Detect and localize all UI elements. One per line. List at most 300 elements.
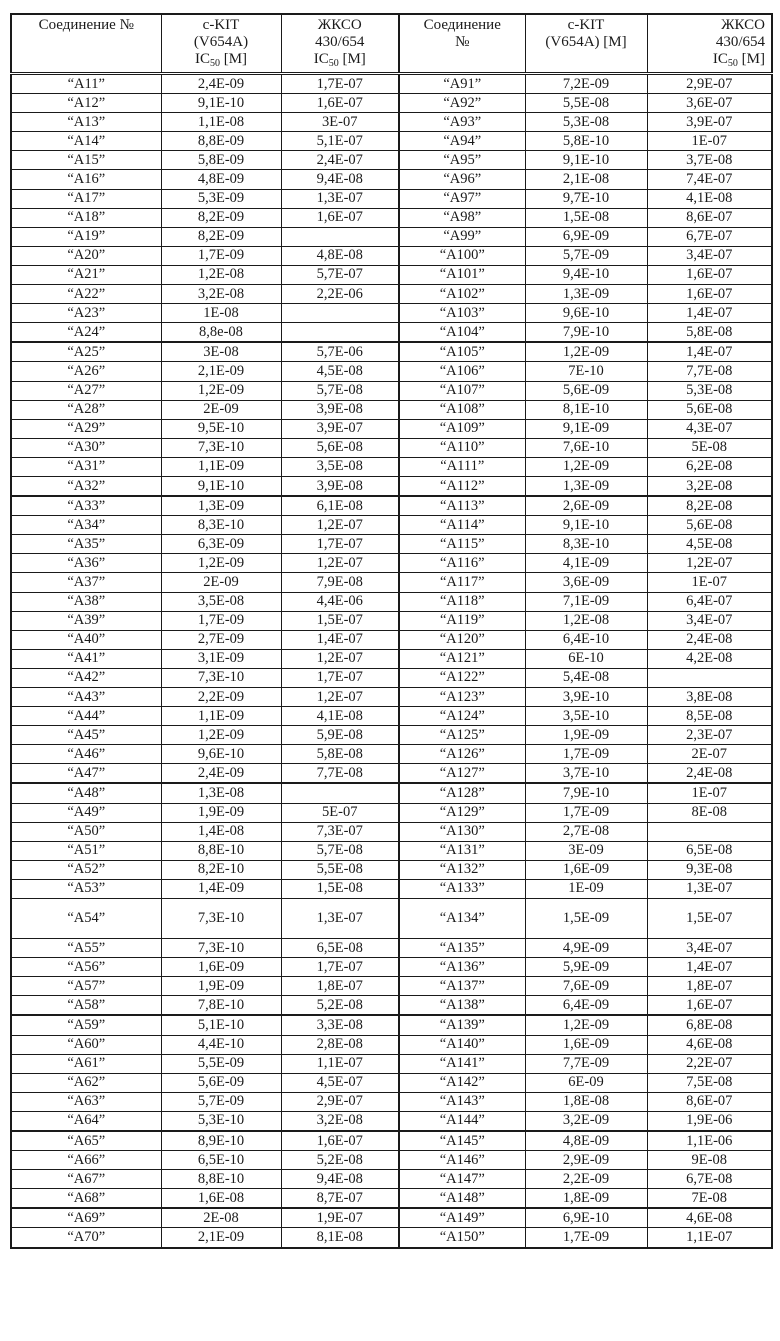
left-gkso-ic50-cell: 7,7E-08: [281, 764, 399, 784]
right-compound-id-cell: “A112”: [399, 476, 525, 496]
table-row: [11, 554, 772, 573]
left-ckit-ic50-cell: 7,8E-10: [161, 996, 281, 1016]
right-ckit-ic50-cell: 5,8E-10: [525, 132, 647, 151]
right-ckit-ic50-cell: 3,9E-10: [525, 688, 647, 707]
left-ckit-ic50-cell: 2E-09: [161, 573, 281, 592]
right-gkso-ic50-cell: 1E-07: [647, 783, 772, 803]
right-gkso-ic50-cell: 1,4E-07: [647, 342, 772, 362]
right-gkso-ic50-cell: 1,4E-07: [647, 304, 772, 323]
left-compound-id-cell: “A28”: [11, 400, 161, 419]
left-gkso-ic50-cell: 9,4E-08: [281, 170, 399, 189]
right-ckit-ic50-cell: 1,7E-09: [525, 1228, 647, 1248]
left-ckit-ic50-cell: 1,1E-09: [161, 457, 281, 476]
right-ckit-ic50-cell: 1,3E-09: [525, 476, 647, 496]
ic50-data-table: [10, 13, 773, 1249]
left-gkso-ic50-cell: 8,7E-07: [281, 1189, 399, 1209]
right-gkso-ic50-cell: 5,8E-08: [647, 323, 772, 343]
left-compound-id-cell: “A19”: [11, 227, 161, 246]
right-compound-id-cell: “A133”: [399, 879, 525, 898]
right-ckit-ic50-cell: 2,1E-08: [525, 170, 647, 189]
table-row: [11, 1015, 772, 1035]
right-compound-id-cell: “A92”: [399, 94, 525, 113]
right-gkso-ic50-cell: 8,2E-08: [647, 496, 772, 516]
right-gkso-ic50-cell: 1E-07: [647, 132, 772, 151]
right-gkso-ic50-cell: 5,6E-08: [647, 516, 772, 535]
left-gkso-ic50-cell: 5,7E-08: [281, 841, 399, 860]
left-ckit-ic50-cell: 9,6E-10: [161, 745, 281, 764]
left-compound-id-cell: “A27”: [11, 381, 161, 400]
right-gkso-ic50-cell: 3,6E-07: [647, 94, 772, 113]
table-row: [11, 1054, 772, 1073]
left-compound-id-cell: “A46”: [11, 745, 161, 764]
left-compound-id-cell: “A15”: [11, 151, 161, 170]
left-ckit-ic50-cell: 8,8e-08: [161, 323, 281, 343]
right-ckit-ic50-cell: 9,4E-10: [525, 265, 647, 284]
right-compound-id-cell: “A97”: [399, 189, 525, 208]
right-gkso-ic50-cell: 6,2E-08: [647, 457, 772, 476]
right-ckit-ic50-cell: 8,3E-10: [525, 535, 647, 554]
right-ckit-ic50-cell: 1,6E-09: [525, 860, 647, 879]
right-compound-id-cell: “A108”: [399, 400, 525, 419]
right-gkso-ic50-cell: 2E-07: [647, 745, 772, 764]
table-row: [11, 151, 772, 170]
left-gkso-ic50-cell: 5,7E-06: [281, 342, 399, 362]
right-ckit-ic50-cell: 2,9E-09: [525, 1151, 647, 1170]
left-ckit-ic50-cell: 5,3E-10: [161, 1111, 281, 1131]
right-ckit-ic50-cell: 7,6E-10: [525, 438, 647, 457]
table-row: [11, 764, 772, 784]
right-compound-id-cell: “A147”: [399, 1170, 525, 1189]
left-compound-id-cell: “A36”: [11, 554, 161, 573]
left-gkso-ic50-cell: 2,9E-07: [281, 1092, 399, 1111]
left-compound-id-cell: “A64”: [11, 1111, 161, 1131]
right-gkso-ic50-cell: 3,4E-07: [647, 939, 772, 958]
table-row: [11, 592, 772, 611]
right-compound-id-cell: “A106”: [399, 362, 525, 381]
left-ckit-ic50-cell: 8,2E-09: [161, 208, 281, 227]
left-gkso-ic50-cell: 1,1E-07: [281, 1054, 399, 1073]
right-gkso-ic50-cell: 8,5E-08: [647, 707, 772, 726]
table-row: [11, 803, 772, 822]
right-ckit-ic50-cell: 6E-10: [525, 649, 647, 668]
table-row: [11, 516, 772, 535]
right-ckit-ic50-cell: 9,6E-10: [525, 304, 647, 323]
left-ckit-ic50-cell: 9,1E-10: [161, 94, 281, 113]
table-row: [11, 323, 772, 343]
right-ckit-ic50-cell: 2,2E-09: [525, 1170, 647, 1189]
right-ckit-ic50-cell: 1,2E-08: [525, 611, 647, 630]
left-ckit-ic50-cell: 9,5E-10: [161, 419, 281, 438]
right-compound-id-cell: “A138”: [399, 996, 525, 1016]
left-compound-id-cell: “A17”: [11, 189, 161, 208]
left-ckit-ic50-cell: 1E-08: [161, 304, 281, 323]
left-gkso-ic50-cell: 5,7E-08: [281, 381, 399, 400]
table-row: [11, 573, 772, 592]
table-row: [11, 170, 772, 189]
right-compound-id-cell: “A116”: [399, 554, 525, 573]
left-gkso-ic50-cell: 1,7E-07: [281, 958, 399, 977]
right-compound-id-cell: “A145”: [399, 1131, 525, 1151]
right-ckit-ic50-cell: 9,1E-10: [525, 516, 647, 535]
right-ckit-ic50-cell: 1,6E-09: [525, 1035, 647, 1054]
left-gkso-ic50-cell: 9,4E-08: [281, 1170, 399, 1189]
left-ckit-ic50-cell: 1,2E-09: [161, 726, 281, 745]
right-ckit-ic50-cell: 3,2E-09: [525, 1111, 647, 1131]
right-compound-id-cell: “A128”: [399, 783, 525, 803]
table-row: [11, 879, 772, 898]
right-ckit-ic50-cell: 7,6E-09: [525, 977, 647, 996]
left-ckit-ic50-cell: 4,4E-10: [161, 1035, 281, 1054]
left-compound-id-cell: “A63”: [11, 1092, 161, 1111]
table-row: [11, 208, 772, 227]
left-gkso-ic50-cell: 5E-07: [281, 803, 399, 822]
left-gkso-ic50-cell: 5,5E-08: [281, 860, 399, 879]
right-ckit-ic50-cell: 1,8E-09: [525, 1189, 647, 1209]
left-gkso-ic50-cell: 3,3E-08: [281, 1015, 399, 1035]
table-row: [11, 688, 772, 707]
right-compound-id-cell: “A107”: [399, 381, 525, 400]
right-ckit-ic50-cell: 6E-09: [525, 1073, 647, 1092]
right-ckit-ic50-cell: 6,4E-10: [525, 630, 647, 649]
header-row: [11, 14, 772, 74]
left-gkso-ic50-cell: 4,5E-08: [281, 362, 399, 381]
right-compound-id-cell: “A124”: [399, 707, 525, 726]
right-gkso-ic50-cell: 3,4E-07: [647, 611, 772, 630]
left-gkso-ic50-cell: 1,6E-07: [281, 94, 399, 113]
left-gkso-ic50-cell: 1,2E-07: [281, 516, 399, 535]
left-compound-id-cell: “A40”: [11, 630, 161, 649]
right-compound-id-cell: “A103”: [399, 304, 525, 323]
right-compound-id-cell: “A144”: [399, 1111, 525, 1131]
left-gkso-ic50-cell: [281, 304, 399, 323]
right-gkso-ic50-cell: 1,3E-07: [647, 879, 772, 898]
left-ckit-ic50-cell: 2E-09: [161, 400, 281, 419]
left-ckit-ic50-cell: 1,6E-09: [161, 958, 281, 977]
table-row: [11, 227, 772, 246]
left-gkso-ic50-cell: 2,4E-07: [281, 151, 399, 170]
right-ckit-ic50-cell: 7,9E-10: [525, 323, 647, 343]
left-compound-id-cell: “A39”: [11, 611, 161, 630]
table-row: [11, 1170, 772, 1189]
left-compound-id-cell: “A47”: [11, 764, 161, 784]
left-ckit-ic50-cell: 6,3E-09: [161, 535, 281, 554]
left-compound-id-cell: “A53”: [11, 879, 161, 898]
right-compound-id-cell: “A149”: [399, 1208, 525, 1228]
header-compound-right: Соединение №: [399, 14, 525, 74]
left-compound-id-cell: “A54”: [11, 899, 161, 939]
right-compound-id-cell: “A134”: [399, 899, 525, 939]
left-ckit-ic50-cell: 1,6E-08: [161, 1189, 281, 1209]
right-ckit-ic50-cell: 1,7E-09: [525, 803, 647, 822]
left-compound-id-cell: “A31”: [11, 457, 161, 476]
left-compound-id-cell: “A48”: [11, 783, 161, 803]
right-compound-id-cell: “A122”: [399, 668, 525, 687]
table-row: [11, 1073, 772, 1092]
right-compound-id-cell: “A119”: [399, 611, 525, 630]
right-gkso-ic50-cell: 2,9E-07: [647, 74, 772, 94]
left-ckit-ic50-cell: 1,2E-09: [161, 381, 281, 400]
right-ckit-ic50-cell: 4,8E-09: [525, 1131, 647, 1151]
right-gkso-ic50-cell: [647, 668, 772, 687]
left-gkso-ic50-cell: 2,8E-08: [281, 1035, 399, 1054]
left-gkso-ic50-cell: 3,9E-08: [281, 400, 399, 419]
left-gkso-ic50-cell: 2,2E-06: [281, 285, 399, 304]
left-gkso-ic50-cell: 3,9E-07: [281, 419, 399, 438]
left-gkso-ic50-cell: 6,5E-08: [281, 939, 399, 958]
left-compound-id-cell: “A25”: [11, 342, 161, 362]
left-ckit-ic50-cell: 1,9E-09: [161, 977, 281, 996]
right-gkso-ic50-cell: 5E-08: [647, 438, 772, 457]
left-compound-id-cell: “A70”: [11, 1228, 161, 1248]
left-gkso-ic50-cell: 1,2E-07: [281, 688, 399, 707]
right-ckit-ic50-cell: 1,3E-09: [525, 285, 647, 304]
right-gkso-ic50-cell: 6,7E-07: [647, 227, 772, 246]
table-row: [11, 381, 772, 400]
left-compound-id-cell: “A45”: [11, 726, 161, 745]
right-gkso-ic50-cell: 3,8E-08: [647, 688, 772, 707]
left-compound-id-cell: “A65”: [11, 1131, 161, 1151]
right-compound-id-cell: “A143”: [399, 1092, 525, 1111]
right-ckit-ic50-cell: 2,7E-08: [525, 822, 647, 841]
left-compound-id-cell: “A11”: [11, 74, 161, 94]
right-gkso-ic50-cell: 8E-08: [647, 803, 772, 822]
right-gkso-ic50-cell: 8,6E-07: [647, 1092, 772, 1111]
right-ckit-ic50-cell: 8,1E-10: [525, 400, 647, 419]
table-row: [11, 707, 772, 726]
table-row: [11, 476, 772, 496]
right-gkso-ic50-cell: 7,5E-08: [647, 1073, 772, 1092]
left-gkso-ic50-cell: 8,1E-08: [281, 1228, 399, 1248]
right-compound-id-cell: “A121”: [399, 649, 525, 668]
right-gkso-ic50-cell: 1,2E-07: [647, 554, 772, 573]
left-compound-id-cell: “A50”: [11, 822, 161, 841]
left-gkso-ic50-cell: 6,1E-08: [281, 496, 399, 516]
left-gkso-ic50-cell: 5,6E-08: [281, 438, 399, 457]
right-gkso-ic50-cell: 8,6E-07: [647, 208, 772, 227]
table-row: [11, 1111, 772, 1131]
left-compound-id-cell: “A69”: [11, 1208, 161, 1228]
right-ckit-ic50-cell: 3,5E-10: [525, 707, 647, 726]
left-ckit-ic50-cell: 5,8E-09: [161, 151, 281, 170]
right-ckit-ic50-cell: 7E-10: [525, 362, 647, 381]
right-gkso-ic50-cell: 4,6E-08: [647, 1208, 772, 1228]
left-gkso-ic50-cell: 4,5E-07: [281, 1073, 399, 1092]
left-ckit-ic50-cell: 5,1E-10: [161, 1015, 281, 1035]
right-compound-id-cell: “A131”: [399, 841, 525, 860]
left-ckit-ic50-cell: 8,9E-10: [161, 1131, 281, 1151]
right-compound-id-cell: “A115”: [399, 535, 525, 554]
right-ckit-ic50-cell: 5,5E-08: [525, 94, 647, 113]
right-gkso-ic50-cell: 7,7E-08: [647, 362, 772, 381]
left-ckit-ic50-cell: 1,2E-08: [161, 265, 281, 284]
left-ckit-ic50-cell: 1,3E-08: [161, 783, 281, 803]
left-gkso-ic50-cell: 1,3E-07: [281, 189, 399, 208]
left-ckit-ic50-cell: 2,1E-09: [161, 362, 281, 381]
right-gkso-ic50-cell: 3,9E-07: [647, 113, 772, 132]
left-ckit-ic50-cell: 1,2E-09: [161, 554, 281, 573]
right-gkso-ic50-cell: 9,3E-08: [647, 860, 772, 879]
right-gkso-ic50-cell: 3,4E-07: [647, 246, 772, 265]
table-row: [11, 860, 772, 879]
left-ckit-ic50-cell: 1,4E-09: [161, 879, 281, 898]
table-row: [11, 899, 772, 939]
left-gkso-ic50-cell: 5,8E-08: [281, 745, 399, 764]
table-row: [11, 611, 772, 630]
right-ckit-ic50-cell: 1,9E-09: [525, 726, 647, 745]
header-gkso-right: ЖКСО 430/654 IC50 [M]: [647, 14, 772, 74]
left-ckit-ic50-cell: 2E-08: [161, 1208, 281, 1228]
left-gkso-ic50-cell: 3,2E-08: [281, 1111, 399, 1131]
right-ckit-ic50-cell: 7,7E-09: [525, 1054, 647, 1073]
left-ckit-ic50-cell: 8,8E-10: [161, 1170, 281, 1189]
left-ckit-ic50-cell: 1,7E-09: [161, 246, 281, 265]
right-gkso-ic50-cell: 6,4E-07: [647, 592, 772, 611]
right-compound-id-cell: “A132”: [399, 860, 525, 879]
left-ckit-ic50-cell: 2,4E-09: [161, 74, 281, 94]
right-compound-id-cell: “A93”: [399, 113, 525, 132]
right-gkso-ic50-cell: 2,2E-07: [647, 1054, 772, 1073]
table-row: [11, 94, 772, 113]
right-compound-id-cell: “A146”: [399, 1151, 525, 1170]
right-ckit-ic50-cell: 1,8E-08: [525, 1092, 647, 1111]
left-ckit-ic50-cell: 2,2E-09: [161, 688, 281, 707]
left-gkso-ic50-cell: 1,5E-07: [281, 611, 399, 630]
right-compound-id-cell: “A127”: [399, 764, 525, 784]
right-ckit-ic50-cell: 1,2E-09: [525, 1015, 647, 1035]
left-gkso-ic50-cell: 4,1E-08: [281, 707, 399, 726]
left-compound-id-cell: “A23”: [11, 304, 161, 323]
right-compound-id-cell: “A96”: [399, 170, 525, 189]
left-gkso-ic50-cell: 5,2E-08: [281, 996, 399, 1016]
left-gkso-ic50-cell: 1,6E-07: [281, 208, 399, 227]
right-compound-id-cell: “A99”: [399, 227, 525, 246]
right-ckit-ic50-cell: 1,7E-09: [525, 745, 647, 764]
table-row: [11, 342, 772, 362]
right-ckit-ic50-cell: 1,2E-09: [525, 457, 647, 476]
table-row: [11, 400, 772, 419]
table-row: [11, 783, 772, 803]
right-gkso-ic50-cell: 4,6E-08: [647, 1035, 772, 1054]
table-row: [11, 668, 772, 687]
table-row: [11, 265, 772, 284]
left-compound-id-cell: “A51”: [11, 841, 161, 860]
right-compound-id-cell: “A118”: [399, 592, 525, 611]
right-compound-id-cell: “A102”: [399, 285, 525, 304]
right-gkso-ic50-cell: 4,1E-08: [647, 189, 772, 208]
left-compound-id-cell: “A68”: [11, 1189, 161, 1209]
left-ckit-ic50-cell: 1,1E-08: [161, 113, 281, 132]
table-row: [11, 496, 772, 516]
right-compound-id-cell: “A101”: [399, 265, 525, 284]
left-compound-id-cell: “A20”: [11, 246, 161, 265]
left-gkso-ic50-cell: 1,7E-07: [281, 74, 399, 94]
right-compound-id-cell: “A141”: [399, 1054, 525, 1073]
left-compound-id-cell: “A58”: [11, 996, 161, 1016]
table-row: [11, 535, 772, 554]
right-compound-id-cell: “A150”: [399, 1228, 525, 1248]
left-gkso-ic50-cell: 1,4E-07: [281, 630, 399, 649]
left-compound-id-cell: “A41”: [11, 649, 161, 668]
left-compound-id-cell: “A35”: [11, 535, 161, 554]
right-ckit-ic50-cell: 3E-09: [525, 841, 647, 860]
right-compound-id-cell: “A114”: [399, 516, 525, 535]
left-compound-id-cell: “A33”: [11, 496, 161, 516]
left-compound-id-cell: “A66”: [11, 1151, 161, 1170]
right-ckit-ic50-cell: 5,7E-09: [525, 246, 647, 265]
right-compound-id-cell: “A142”: [399, 1073, 525, 1092]
table-row: [11, 1208, 772, 1228]
right-ckit-ic50-cell: 5,4E-08: [525, 668, 647, 687]
left-compound-id-cell: “A22”: [11, 285, 161, 304]
left-ckit-ic50-cell: 7,3E-10: [161, 668, 281, 687]
right-ckit-ic50-cell: 9,1E-09: [525, 419, 647, 438]
table-row: [11, 977, 772, 996]
right-compound-id-cell: “A125”: [399, 726, 525, 745]
right-gkso-ic50-cell: 7,4E-07: [647, 170, 772, 189]
table-row: [11, 113, 772, 132]
right-gkso-ic50-cell: 5,3E-08: [647, 381, 772, 400]
left-compound-id-cell: “A16”: [11, 170, 161, 189]
left-ckit-ic50-cell: 5,7E-09: [161, 1092, 281, 1111]
left-compound-id-cell: “A12”: [11, 94, 161, 113]
left-gkso-ic50-cell: 1,2E-07: [281, 554, 399, 573]
left-ckit-ic50-cell: 8,8E-09: [161, 132, 281, 151]
left-compound-id-cell: “A67”: [11, 1170, 161, 1189]
table-row: [11, 996, 772, 1016]
right-compound-id-cell: “A130”: [399, 822, 525, 841]
left-compound-id-cell: “A55”: [11, 939, 161, 958]
right-gkso-ic50-cell: 9E-08: [647, 1151, 772, 1170]
right-gkso-ic50-cell: 1,4E-07: [647, 958, 772, 977]
left-ckit-ic50-cell: 6,5E-10: [161, 1151, 281, 1170]
left-ckit-ic50-cell: 2,1E-09: [161, 1228, 281, 1248]
right-gkso-ic50-cell: 1,5E-07: [647, 899, 772, 939]
table-row: [11, 726, 772, 745]
right-ckit-ic50-cell: 2,6E-09: [525, 496, 647, 516]
right-gkso-ic50-cell: [647, 822, 772, 841]
left-gkso-ic50-cell: [281, 227, 399, 246]
right-compound-id-cell: “A94”: [399, 132, 525, 151]
right-ckit-ic50-cell: 1,5E-09: [525, 899, 647, 939]
right-compound-id-cell: “A100”: [399, 246, 525, 265]
table-row: [11, 1035, 772, 1054]
left-compound-id-cell: “A29”: [11, 419, 161, 438]
header-ckit-right: c-KIT (V654A) [M]: [525, 14, 647, 74]
table-row: [11, 132, 772, 151]
left-compound-id-cell: “A18”: [11, 208, 161, 227]
right-ckit-ic50-cell: 6,9E-09: [525, 227, 647, 246]
right-gkso-ic50-cell: 2,4E-08: [647, 764, 772, 784]
right-compound-id-cell: “A135”: [399, 939, 525, 958]
left-gkso-ic50-cell: 3E-07: [281, 113, 399, 132]
table-row: [11, 189, 772, 208]
left-compound-id-cell: “A57”: [11, 977, 161, 996]
right-gkso-ic50-cell: 3,2E-08: [647, 476, 772, 496]
header-gkso-left: ЖКСО 430/654 IC50 [M]: [281, 14, 399, 74]
table-row: [11, 1228, 772, 1248]
right-ckit-ic50-cell: 4,9E-09: [525, 939, 647, 958]
right-ckit-ic50-cell: 7,9E-10: [525, 783, 647, 803]
right-gkso-ic50-cell: 1,1E-06: [647, 1131, 772, 1151]
left-compound-id-cell: “A21”: [11, 265, 161, 284]
right-compound-id-cell: “A117”: [399, 573, 525, 592]
left-compound-id-cell: “A56”: [11, 958, 161, 977]
left-ckit-ic50-cell: 3,5E-08: [161, 592, 281, 611]
right-compound-id-cell: “A137”: [399, 977, 525, 996]
left-gkso-ic50-cell: 5,2E-08: [281, 1151, 399, 1170]
left-ckit-ic50-cell: 2,7E-09: [161, 630, 281, 649]
left-ckit-ic50-cell: 2,4E-09: [161, 764, 281, 784]
